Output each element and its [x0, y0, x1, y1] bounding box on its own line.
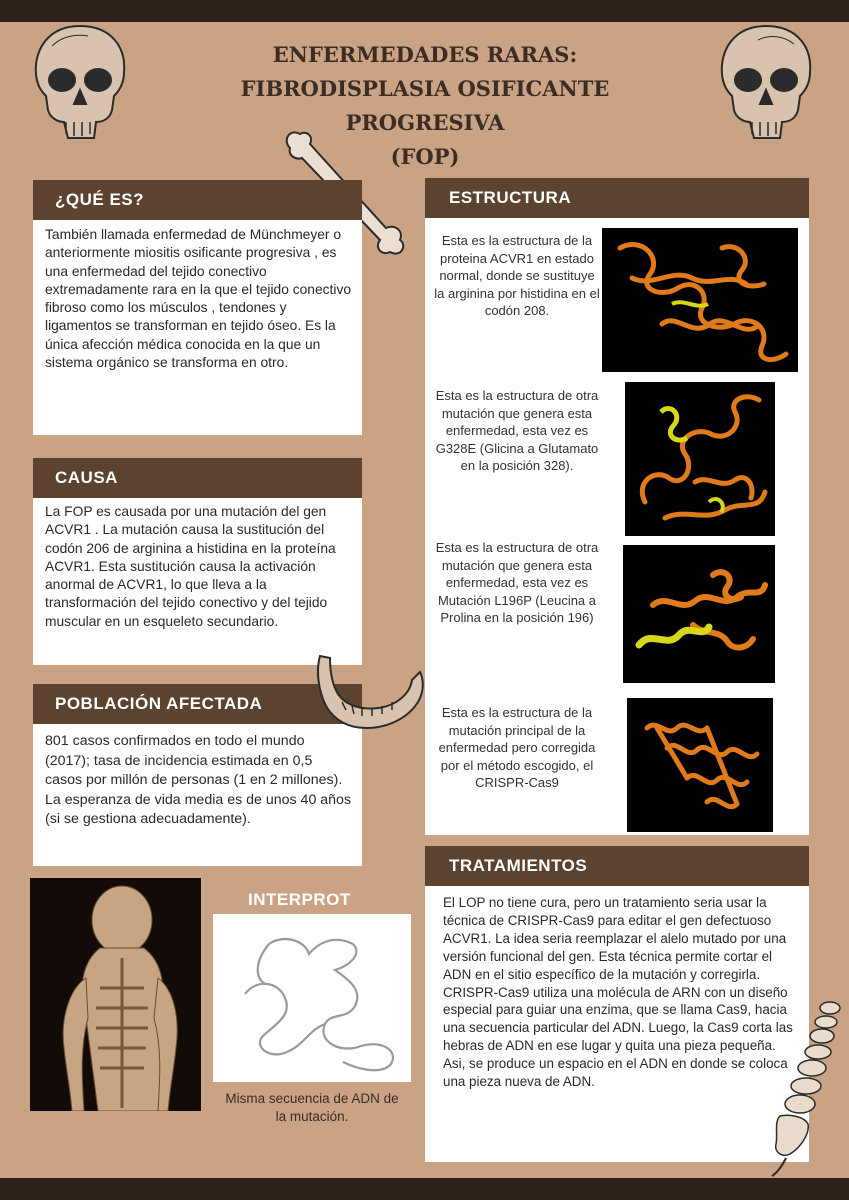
- interprot-heading: INTERPROT: [248, 890, 351, 909]
- top-band: [0, 0, 849, 22]
- tratamientos-text: El LOP no tiene cura, pero un tratamiento seria usar la técnica de CRISPR-Cas9 para editar el gen defectuoso ACVR1. La idea seria reemplazar el alelo mutado por una versión funcional del gen. Esta técnica permite cortar el ADN en el sitio específico de la mutación y corregirla. CRISPR-Cas9 utiliza una molécula de ARN con un diseño especial para guiar una enzima, que se llama Cas9, hacia una secuencia particular del ADN. Luego, la Cas9 corta las hebras de ADN en ese lugar y quita una pieza pequeña. Asi, se produce un espacio en el ADN en donde se coloca una pieza nueva de ADN.: [443, 895, 793, 1090]
- protein-structure: [623, 545, 775, 683]
- causa-text: La FOP es causada por una mutación del gen ACVR1 . La mutación causa la sustitución del codón 206 de arginina a histidina en la proteína ACVR1. Esta sustitución causa la activación anormal de ACVR1, lo que lleva a la transformación del tejido conectivo y del tejido muscular en un esqueleto secundario.: [45, 504, 336, 629]
- protein-structure: [625, 382, 775, 536]
- skeleton-photo: [30, 878, 201, 1111]
- title-line: (FOP): [390, 144, 460, 169]
- skull-icon: [28, 22, 132, 142]
- tratamientos-header: [425, 846, 809, 886]
- poblacion-box: [33, 724, 362, 866]
- que-es-box: [33, 220, 362, 435]
- estructura-header: [425, 178, 809, 218]
- structure-caption: Esta es la estructura de la mutación principal de la enfermedad pero corregida por el método escogido, el CRISPR-Cas9: [438, 705, 596, 791]
- title-line: ENFERMEDADES RARAS:: [272, 42, 578, 67]
- causa-header: [33, 458, 362, 498]
- que-es-text: También llamada enfermedad de Münchmeyer o anteriormente miositis osificante progresiva , es una enfermedad del tejido conectivo extremadamente rara en la que el tejido conectivo fibroso como los músculos , tendones y ligamentos se transforman en tejido óseo. Es la única afección médica conocida en la que un sistema orgánico se transforma en otro.: [45, 227, 352, 371]
- structure-caption: Esta es la estructura de otra mutación que genera esta enfermedad, esta vez es Mutación L196P (Leucina a Prolina en la posición 196): [435, 540, 599, 626]
- tratamientos-heading: TRATAMIENTOS: [449, 856, 588, 875]
- structure-caption: Esta es la estructura de la proteina ACVR1 en estado normal, donde se sustituye la arginina por histidina en el codón 208.: [434, 233, 600, 319]
- causa-heading: CAUSA: [55, 468, 118, 487]
- protein-structure: [602, 228, 798, 372]
- estructura-heading: ESTRUCTURA: [449, 188, 572, 207]
- interprot-image-box: [213, 914, 411, 1082]
- poblacion-text: 801 casos confirmados en todo el mundo (2017); tasa de incidencia estimada en 0,5 casos por millón de personas (1 en 2 millones). La esperanza de vida media es de unos 40 años (si se gestiona adecuadamente).: [45, 733, 352, 828]
- skull-icon: [714, 22, 818, 142]
- spine-icon: [752, 998, 848, 1178]
- jawbone-icon: [312, 650, 432, 740]
- dna-structure-image: [213, 914, 411, 1082]
- interprot-caption: Misma secuencia de ADN de la mutación.: [225, 1091, 399, 1124]
- protein-structure: [627, 698, 773, 832]
- structure-caption: Esta es la estructura de otra mutación que genera esta enfermedad, esta vez es G328E (Glicina a Glutamato en la posición 328).: [435, 388, 599, 474]
- poblacion-heading: POBLACIÓN AFECTADA: [55, 694, 263, 713]
- page-title: [160, 38, 690, 174]
- causa-box: [33, 498, 362, 665]
- que-es-header: [33, 180, 362, 220]
- title-line: FIBRODISPLASIA OSIFICANTE PROGRESIVA: [240, 76, 610, 135]
- que-es-heading: ¿QUÉ ES?: [55, 190, 145, 209]
- bottom-band: [0, 1178, 849, 1200]
